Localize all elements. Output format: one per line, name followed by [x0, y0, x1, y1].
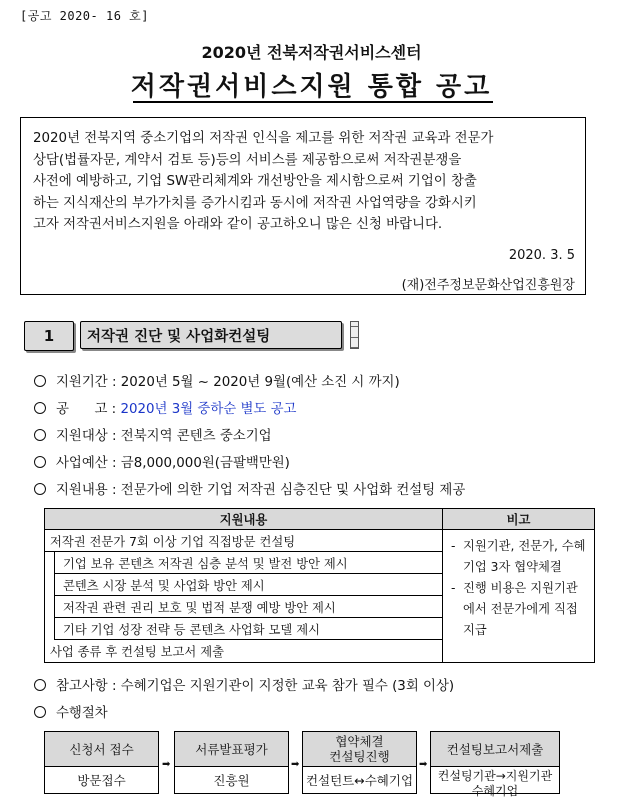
process-step-title: 서류발표평가 [175, 732, 288, 767]
table-row: 기업 보유 콘텐츠 저작권 심층 분석 및 발전 방안 제시 [54, 552, 442, 574]
process-step [302, 731, 417, 794]
intro-line: 상담(법률자문, 계약서 검토 등)등의 서비스를 제공함으로써 저작권분쟁을 [33, 152, 462, 168]
bullet-text: 지원내용 : 전문가에 의한 기업 저작권 심층진단 및 사업화 컨설팅 제공 [56, 483, 466, 498]
support-content-cell [45, 530, 443, 663]
arrow-right-icon: ➡ [419, 759, 428, 770]
process-step [44, 731, 159, 794]
table-header: 지원내용 [45, 509, 443, 530]
process-step-desc: 진흥원 [213, 773, 250, 788]
bullet-text: 사업예산 : 금8,000,000원(금팔백만원) [56, 456, 290, 471]
document-subtitle: 2020년 전북저작권서비스센터 [201, 43, 422, 62]
table-header: 비고 [443, 509, 595, 530]
document-title: 저작권서비스지원 통합 공고 [130, 72, 493, 102]
table-row: 저작권 관련 권리 보호 및 법적 분쟁 예방 방안 제시 [54, 596, 442, 618]
notice-highlight: 2020년 3월 중하순 별도 공고 [120, 402, 297, 417]
bullet-text: 수행절차 [56, 706, 108, 721]
intro-box [20, 117, 586, 295]
bullet-content [34, 479, 465, 498]
remark-text: 지원기관, 전문가, 수혜기업 3자 협약체결 [463, 539, 586, 574]
remark-item: - 진행 비용은 지원기관에서 전문가에게 직접 지급 [451, 578, 586, 641]
bullet-text: 참고사항 : 수혜기업은 지원기관이 지정한 교육 참가 필수 (3회 이상) [56, 679, 455, 694]
remark-text: 진행 비용은 지원기관에서 전문가에게 직접 지급 [463, 581, 578, 637]
bullet-target [34, 425, 272, 444]
bullet-text: 지원대상 : 전북지역 콘텐츠 중소기업 [56, 429, 272, 444]
circle-bullet-icon [34, 679, 46, 691]
circle-bullet-icon [34, 483, 46, 495]
table-body-row [45, 530, 595, 663]
bullet-text: 지원기간 : 2020년 5월 ~ 2020년 9월(예산 소진 시 까지) [56, 375, 400, 390]
intro-line: 하는 지식재산의 부가가치를 증가시킴과 동시에 저작권 사업역량을 강화시키 [33, 195, 477, 211]
section-marker-icon [350, 321, 359, 349]
process-step [174, 731, 289, 794]
process-step-desc: 방문접수 [77, 773, 126, 788]
table-row: 콘텐츠 시장 분석 및 사업화 방안 제시 [54, 574, 442, 596]
arrow-right-icon: ➡ [291, 759, 300, 770]
title-underline [133, 101, 493, 103]
bullet-reference [34, 675, 454, 694]
circle-bullet-icon [34, 706, 46, 718]
table-row: 저작권 전문가 7회 이상 기업 직접방문 컨설팅 [45, 530, 442, 552]
notice-number: [공고 2020- 16 호] [20, 9, 149, 23]
process-step-title: 신청서 접수 [45, 732, 158, 767]
table-header-row [45, 509, 595, 530]
bullet-support-period [34, 371, 400, 390]
notice-date: 2020. 3. 5 [508, 248, 575, 263]
circle-bullet-icon [34, 429, 46, 441]
intro-paragraph [33, 128, 577, 236]
process-step-title: 협약체결 컨설팅진행 [303, 732, 416, 767]
process-step-desc: 컨설팅기관→지원기관 수혜기업 [437, 769, 553, 798]
bullet-budget [34, 452, 290, 471]
circle-bullet-icon [34, 375, 46, 387]
bullet-notice [34, 398, 296, 417]
remark-item: - 지원기관, 전문가, 수혜기업 3자 협약체결 [451, 536, 586, 578]
process-step [430, 731, 560, 798]
intro-line: 사전에 예방하고, 기업 SW관리체계와 개선방안을 제시함으로써 기업이 창출 [33, 174, 477, 190]
circle-bullet-icon [34, 402, 46, 414]
procedure-flow [44, 731, 604, 798]
bullet-text: 공 고 : [56, 402, 121, 417]
circle-bullet-icon [34, 456, 46, 468]
arrow-right-icon: ➡ [162, 759, 171, 770]
bullet-procedure [34, 702, 108, 721]
section-header [24, 321, 359, 351]
section-number: 1 [24, 321, 74, 351]
table-row: 기타 기업 성장 전략 등 콘텐츠 사업화 모델 제시 [54, 618, 442, 640]
table-row: 사업 종류 후 컨설팅 보고서 제출 [50, 645, 224, 659]
section-title: 저작권 진단 및 사업화컨설팅 [80, 321, 342, 349]
process-step-title: 컨설팅보고서제출 [431, 732, 559, 767]
intro-line: 2020년 전북지역 중소기업의 저작권 인식을 제고를 위한 저작권 교육과 전문가 [33, 131, 494, 146]
support-table [44, 508, 595, 663]
intro-line: 고자 저작권서비스지원을 아래와 같이 공고하오니 많은 신청 바랍니다. [33, 217, 443, 233]
issuing-organization: (재)전주정보문화산업진흥원장 [401, 278, 575, 293]
remarks-cell [443, 530, 595, 663]
process-step-desc: 컨설턴트↔수혜기업 [305, 773, 414, 788]
